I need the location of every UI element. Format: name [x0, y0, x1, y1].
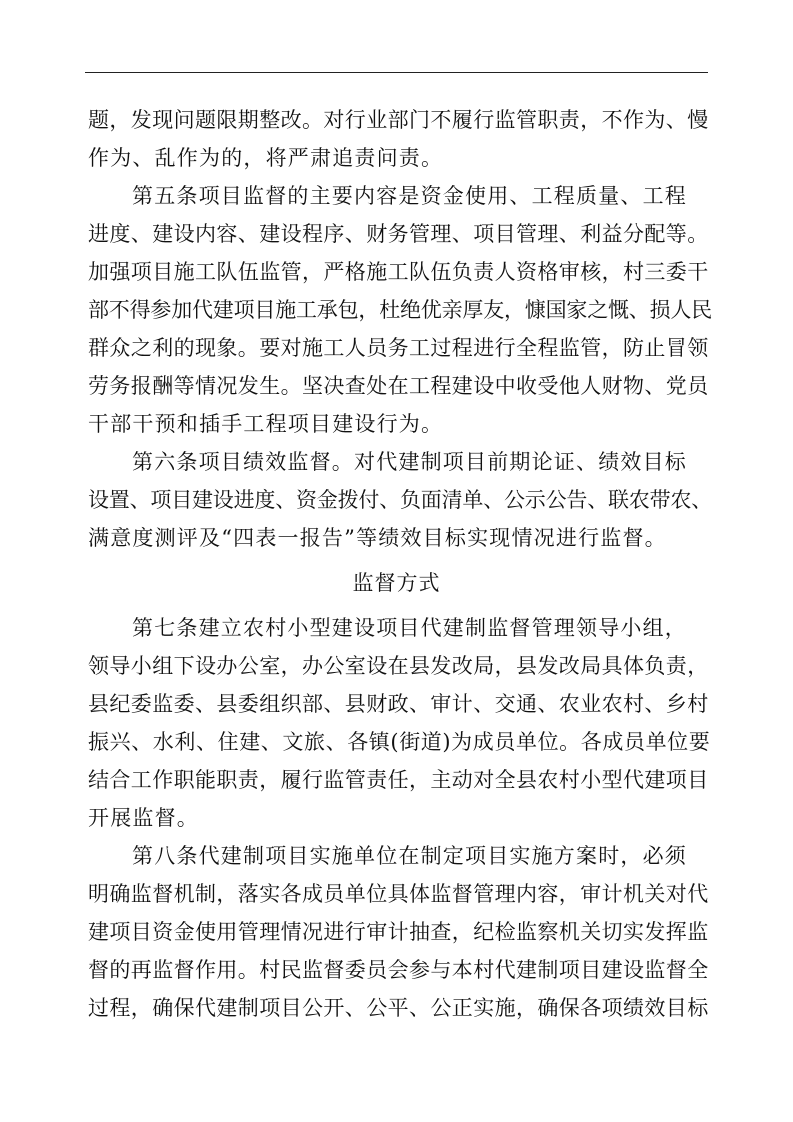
text-line: 领导小组下设办公室，办公室设在县发改局，县发改局具体负责，	[88, 654, 709, 678]
text-line: 题，发现问题限期整改。对行业部门不履行监管职责，不作为、慢	[88, 108, 709, 132]
text-line: 开展监督。	[88, 806, 199, 830]
article-6-start: 第六条项目绩效监督。对代建制项目前期论证、绩效目标	[132, 450, 687, 474]
text-line: 督的再监督作用。村民监督委员会参与本村代建制项目建设监督全	[88, 958, 709, 982]
header-rule	[85, 72, 708, 73]
text-line: 作为、乱作为的，将严肃追责问责。	[88, 146, 444, 170]
article-5-start: 第五条项目监督的主要内容是资金使用、工程质量、工程	[132, 184, 687, 208]
text-line: 加强项目施工队伍监管，严格施工队伍负责人资格审核，村三委干	[88, 260, 709, 284]
section-heading: 监督方式	[352, 571, 441, 595]
text-line: 明确监督机制，落实各成员单位具体监督管理内容，审计机关对代	[88, 882, 709, 906]
text-line: 部不得参加代建项目施工承包，杜绝优亲厚友，慷国家之慨、损人民	[88, 298, 712, 322]
text-line: 过程，确保代建制项目公开、公平、公正实施，确保各项绩效目标	[88, 996, 709, 1020]
text-line: 建项目资金使用管理情况进行审计抽查，纪检监察机关切实发挥监	[88, 920, 709, 944]
article-8-start: 第八条代建制项目实施单位在制定项目实施方案时，必须	[132, 844, 687, 868]
text-line: 结合工作职能职责，履行监管责任，主动对全县农村小型代建项目	[88, 768, 709, 792]
article-7-start: 第七条建立农村小型建设项目代建制监督管理领导小组，	[132, 616, 687, 640]
text-line: 振兴、水利、住建、文旅、各镇(街道)为成员单位。各成员单位要	[88, 730, 711, 754]
text-line: 劳务报酬等情况发生。坚决查处在工程建设中收受他人财物、党员	[88, 374, 709, 398]
text-line: 满意度测评及“四表一报告”等绩效目标实现情况进行监督。	[88, 526, 667, 550]
text-line: 县纪委监委、县委组织部、县财政、审计、交通、农业农村、乡村	[88, 692, 709, 716]
text-line: 进度、建设内容、建设程序、财务管理、项目管理、利益分配等。	[88, 222, 709, 246]
text-line: 干部干预和插手工程项目建设行为。	[88, 412, 444, 436]
text-line: 群众之利的现象。要对施工人员务工过程进行全程监管，防止冒领	[88, 336, 709, 360]
text-line: 设置、项目建设进度、资金拨付、负面清单、公示公告、联农带农、	[88, 488, 712, 512]
